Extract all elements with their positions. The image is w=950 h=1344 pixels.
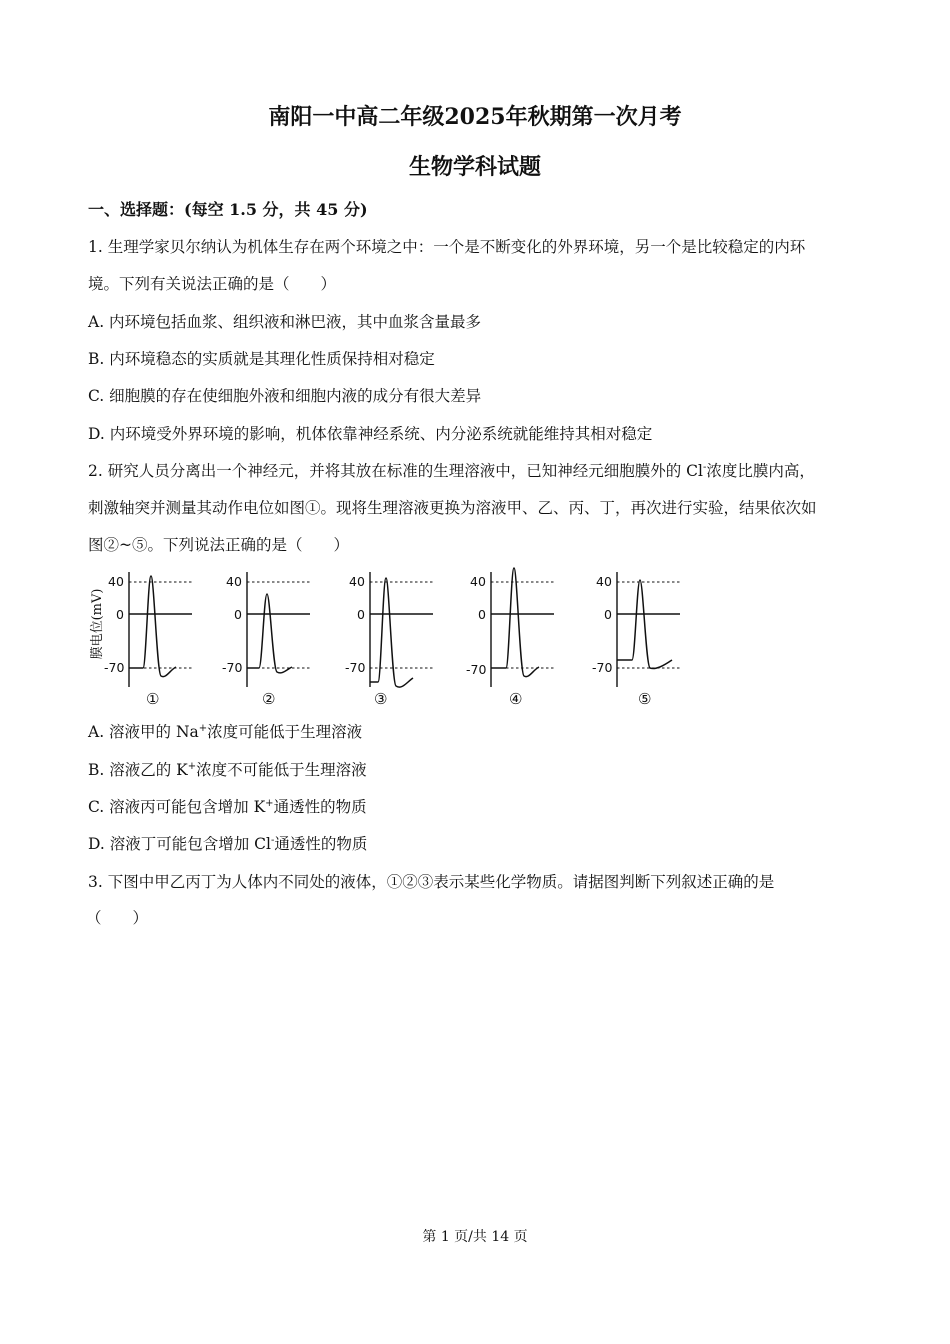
page-subtitle: 生物学科试题 xyxy=(408,154,541,180)
q1-stem-line1: 1. 生理学家贝尔纳认为机体生存在两个环境之中：一个是不断变化的外界环境，另一个是比较稳定的内环 xyxy=(88,238,806,256)
page-title: 南阳一中高二年级2025年秋期第一次月考 xyxy=(268,104,682,130)
q3-stem-line1: 3. 下图中甲乙丙丁为人体内不同处的液体，①②③表示某些化学物质。请据图判断下列叙述正确的是 xyxy=(88,873,775,891)
q1-stem-line2: 境。下列有关说法正确的是（ ） xyxy=(88,275,337,293)
q1-option-b: B. 内环境稳态的实质就是其理化性质保持相对稳定 xyxy=(88,350,435,368)
panel-label-1: ① xyxy=(146,690,160,708)
q2-stem-line3: 图②~⑤。下列说法正确的是（ ） xyxy=(88,536,349,554)
section-heading: 一、选择题：(每空 1.5 分，共 45 分) xyxy=(88,200,368,219)
tick-40: 40 xyxy=(349,574,365,589)
page-footer: 第 1 页/共 14 页 xyxy=(422,1229,528,1245)
q1-option-c: C. 细胞膜的存在使细胞外液和细胞内液的成分有很大差异 xyxy=(88,387,482,405)
q2-option-c: C. 溶液丙可能包含增加 K+通透性的物质 xyxy=(88,797,367,816)
graph-panel-5 xyxy=(592,572,680,708)
action-potential-figure xyxy=(86,566,706,711)
tick-0: 0 xyxy=(478,607,486,622)
tick-neg70: -70 xyxy=(345,660,366,675)
tick-neg70: -70 xyxy=(104,660,125,675)
tick-0: 0 xyxy=(116,607,124,622)
tick-40: 40 xyxy=(596,574,612,589)
tick-40: 40 xyxy=(226,574,242,589)
q3-stem-line2: （ ） xyxy=(86,909,149,927)
graph-panel-1 xyxy=(104,572,192,708)
graph-panel-2 xyxy=(222,572,310,708)
tick-40: 40 xyxy=(470,574,486,589)
q2-option-b: B. 溶液乙的 K+浓度不可能低于生理溶液 xyxy=(88,760,367,779)
tick-neg70: -70 xyxy=(466,662,487,677)
q2-stem-line1: 2. 研究人员分离出一个神经元，并将其放在标准的生理溶液中，已知神经元细胞膜外的 Cl-浓度比膜内高， xyxy=(88,461,815,480)
tick-neg70: -70 xyxy=(222,660,243,675)
tick-0: 0 xyxy=(357,607,365,622)
panel-label-5: ⑤ xyxy=(638,690,652,708)
panel-label-4: ④ xyxy=(509,690,523,708)
panel-label-2: ② xyxy=(262,690,276,708)
q2-stem-line2: 刺激轴突并测量其动作电位如图①。现将生理溶液更换为溶液甲、乙、丙、丁，再次进行实验，结果依次如 xyxy=(88,499,817,517)
graph-panel-4 xyxy=(466,568,554,708)
tick-40: 40 xyxy=(108,574,124,589)
tick-0: 0 xyxy=(234,607,242,622)
tick-0: 0 xyxy=(604,607,612,622)
q1-option-d: D. 内环境受外界环境的影响，机体依靠神经系统、内分泌系统就能维持其相对稳定 xyxy=(88,425,653,443)
panel-label-3: ③ xyxy=(374,690,388,708)
graph-panel-3 xyxy=(345,572,433,708)
y-axis-label: 膜电位(mV) xyxy=(90,588,105,660)
q2-option-a: A. 溶液甲的 Na+浓度可能低于生理溶液 xyxy=(88,722,363,741)
q1-option-a: A. 内环境包括血浆、组织液和淋巴液，其中血浆含量最多 xyxy=(88,313,482,331)
tick-neg70: -70 xyxy=(592,660,613,675)
q2-option-d: D. 溶液丁可能包含增加 Cl-通透性的物质 xyxy=(88,834,368,853)
